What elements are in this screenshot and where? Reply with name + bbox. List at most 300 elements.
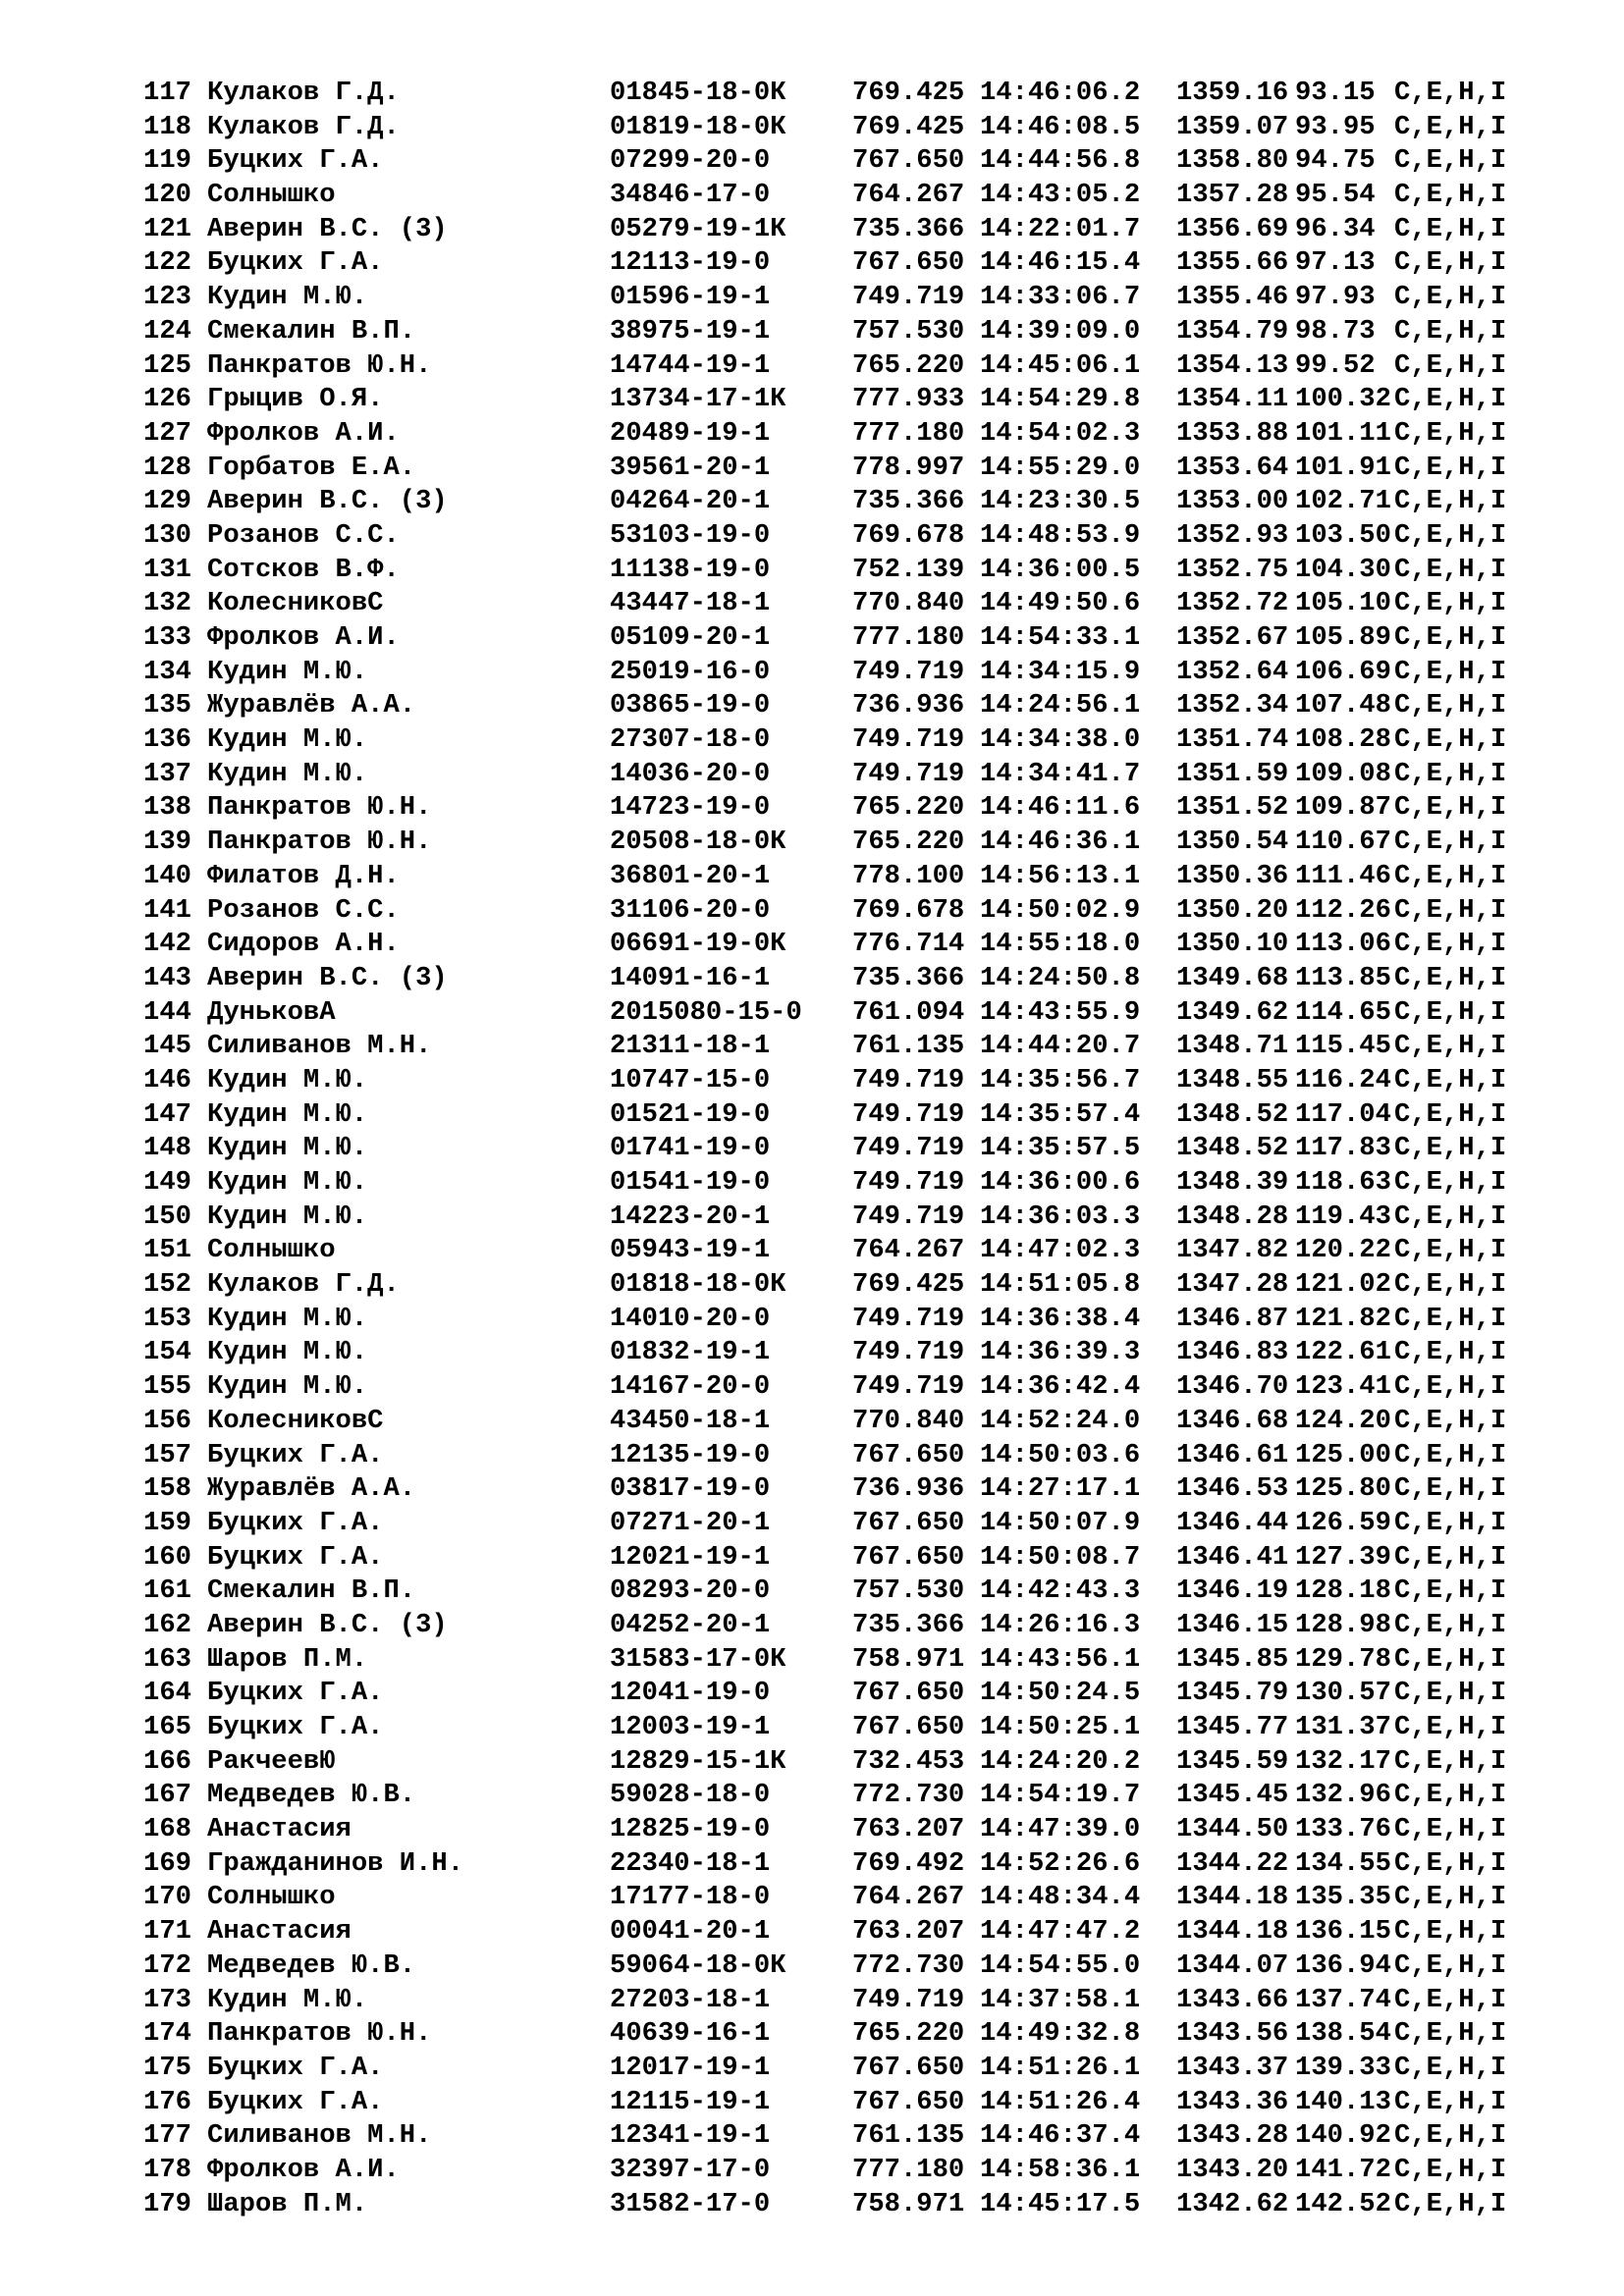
speed: 1346.83 [1176,1337,1289,1368]
coefficient: 105.10 [1295,588,1391,619]
place-number: 152 [143,1269,191,1301]
ring-number: 14723-19-0 [610,792,771,824]
coefficient: 105.89 [1295,622,1391,653]
arrival-time: 14:49:50.6 [980,588,1141,619]
ring-number: 22340-18-1 [610,1847,771,1879]
distance: 764.267 [852,180,965,211]
result-row [143,77,1532,111]
arrival-time: 14:50:08.7 [980,1541,1141,1573]
coefficient: 125.80 [1295,1473,1391,1505]
coefficient: 136.94 [1295,1949,1391,1981]
result-row [143,246,1532,281]
fancier-name: Шаров П.М. [207,1643,368,1675]
speed: 1352.72 [1176,588,1289,619]
fancier-name: Анастасия [207,1814,352,1845]
fancier-name: Фролков А.И. [207,2154,400,2185]
coefficient: 110.67 [1295,827,1391,858]
speed: 1346.68 [1176,1405,1289,1436]
fancier-name: Аверин В.С. (3) [207,486,448,517]
result-row [143,1507,1532,1541]
place-number: 122 [143,247,191,279]
distance: 778.997 [852,452,965,483]
coefficient: 136.15 [1295,1916,1391,1948]
result-row [143,1303,1532,1337]
arrival-time: 14:39:09.0 [980,315,1141,347]
category-flags: C,E,H,I [1394,2120,1507,2152]
result-row [143,2119,1532,2154]
speed: 1353.88 [1176,417,1289,449]
ring-number: 43447-18-1 [610,588,771,619]
ring-number: 01521-19-0 [610,1098,771,1130]
category-flags: C,E,H,I [1394,1984,1507,2015]
speed: 1344.50 [1176,1814,1289,1845]
distance: 769.425 [852,78,965,108]
coefficient: 109.08 [1295,758,1391,789]
ring-number: 14010-20-0 [610,1303,771,1334]
fancier-name: Панкратов Ю.Н. [207,827,432,858]
coefficient: 140.92 [1295,2120,1391,2152]
arrival-time: 14:51:26.4 [980,2086,1141,2117]
ring-number: 43450-18-1 [610,1405,771,1436]
category-flags: C,E,H,I [1394,1643,1507,1675]
distance: 749.719 [852,1201,965,1232]
place-number: 124 [143,315,191,347]
fancier-name: Буцких Г.А. [207,1439,384,1470]
ring-number: 32397-17-0 [610,2154,771,2185]
speed: 1359.07 [1176,111,1289,142]
speed: 1348.55 [1176,1064,1289,1095]
category-flags: C,E,H,I [1394,2188,1507,2219]
arrival-time: 14:50:07.9 [980,1507,1141,1538]
distance: 735.366 [852,213,965,244]
ring-number: 20489-19-1 [610,417,771,449]
category-flags: C,E,H,I [1394,1405,1507,1436]
place-number: 129 [143,486,191,517]
distance: 749.719 [852,758,965,789]
distance: 769.678 [852,894,965,926]
result-row [143,417,1532,452]
arrival-time: 14:23:30.5 [980,486,1141,517]
fancier-name: Кудин М.Ю. [207,1201,368,1232]
distance: 776.714 [852,929,965,960]
place-number: 156 [143,1405,191,1436]
speed: 1344.07 [1176,1949,1289,1981]
coefficient: 126.59 [1295,1507,1391,1538]
distance: 764.267 [852,1882,965,1913]
place-number: 161 [143,1575,191,1607]
fancier-name: Розанов С.С. [207,519,400,551]
ring-number: 31582-17-0 [610,2188,771,2219]
result-row [143,1064,1532,1098]
result-row [143,1984,1532,2018]
result-row [143,587,1532,621]
speed: 1346.53 [1176,1473,1289,1505]
place-number: 136 [143,724,191,756]
place-number: 133 [143,622,191,653]
fancier-name: Гражданинов И.Н. [207,1847,464,1879]
speed: 1355.46 [1176,282,1289,313]
place-number: 174 [143,2018,191,2050]
arrival-time: 14:45:17.5 [980,2188,1141,2219]
place-number: 139 [143,827,191,858]
category-flags: C,E,H,I [1394,1269,1507,1301]
speed: 1343.37 [1176,2052,1289,2083]
fancier-name: Грыцив О.Я. [207,384,384,415]
place-number: 140 [143,860,191,891]
category-flags: C,E,H,I [1394,349,1507,381]
ring-number: 01741-19-0 [610,1133,771,1164]
fancier-name: Панкратов Ю.Н. [207,2018,432,2050]
arrival-time: 14:24:56.1 [980,690,1141,721]
distance: 757.530 [852,1575,965,1607]
ring-number: 12017-19-1 [610,2052,771,2083]
result-row [143,1745,1532,1780]
place-number: 160 [143,1541,191,1573]
distance: 765.220 [852,349,965,381]
fancier-name: КолесниковС [207,1405,384,1436]
category-flags: C,E,H,I [1394,180,1507,211]
fancier-name: РакчеевЮ [207,1745,336,1777]
distance: 765.220 [852,827,965,858]
result-row [143,2017,1532,2052]
coefficient: 123.41 [1295,1371,1391,1403]
speed: 1351.59 [1176,758,1289,789]
speed: 1342.62 [1176,2188,1289,2219]
coefficient: 131.37 [1295,1712,1391,1742]
distance: 769.425 [852,111,965,142]
arrival-time: 14:55:29.0 [980,452,1141,483]
result-row [143,621,1532,656]
arrival-time: 14:46:36.1 [980,827,1141,858]
coefficient: 95.54 [1295,180,1376,211]
fancier-name: Кудин М.Ю. [207,1303,368,1334]
coefficient: 115.45 [1295,1031,1391,1062]
place-number: 165 [143,1712,191,1742]
result-row [143,111,1532,145]
result-row [143,2188,1532,2222]
distance: 770.840 [852,1405,965,1436]
speed: 1354.13 [1176,349,1289,381]
coefficient: 122.61 [1295,1337,1391,1368]
ring-number: 31583-17-0К [610,1643,786,1675]
coefficient: 103.50 [1295,519,1391,551]
arrival-time: 14:36:38.4 [980,1303,1141,1334]
ring-number: 01818-18-0К [610,1269,786,1301]
ring-number: 04252-20-1 [610,1609,771,1640]
coefficient: 128.98 [1295,1609,1391,1640]
coefficient: 99.52 [1295,349,1376,381]
fancier-name: Силиванов М.Н. [207,2120,432,2152]
place-number: 126 [143,384,191,415]
fancier-name: Солнышко [207,1235,336,1266]
arrival-time: 14:51:26.1 [980,2052,1141,2083]
arrival-time: 14:54:29.8 [980,384,1141,415]
fancier-name: Буцких Г.А. [207,145,384,177]
category-flags: C,E,H,I [1394,1847,1507,1879]
coefficient: 141.72 [1295,2154,1391,2185]
distance: 749.719 [852,1371,965,1403]
distance: 736.936 [852,1473,965,1505]
distance: 767.650 [852,1712,965,1742]
category-flags: C,E,H,I [1394,1609,1507,1640]
coefficient: 114.65 [1295,996,1391,1028]
ring-number: 12113-19-0 [610,247,771,279]
fancier-name: Буцких Г.А. [207,2052,384,2083]
fancier-name: Кудин М.Ю. [207,656,368,687]
ring-number: 14091-16-1 [610,962,771,993]
speed: 1350.20 [1176,894,1289,926]
speed: 1348.28 [1176,1201,1289,1232]
speed: 1346.19 [1176,1575,1289,1607]
place-number: 159 [143,1507,191,1538]
arrival-time: 14:44:20.7 [980,1031,1141,1062]
category-flags: C,E,H,I [1394,860,1507,891]
coefficient: 138.54 [1295,2018,1391,2050]
ring-number: 01819-18-0К [610,111,786,142]
speed: 1343.36 [1176,2086,1289,2117]
result-row [143,1711,1532,1745]
fancier-name: Силиванов М.Н. [207,1031,432,1062]
category-flags: C,E,H,I [1394,145,1507,177]
result-row [143,1813,1532,1847]
distance: 749.719 [852,1064,965,1095]
category-flags: C,E,H,I [1394,1814,1507,1845]
ring-number: 31106-20-0 [610,894,771,926]
coefficient: 111.46 [1295,860,1391,891]
coefficient: 106.69 [1295,656,1391,687]
category-flags: C,E,H,I [1394,1882,1507,1913]
distance: 749.719 [852,1133,965,1164]
category-flags: C,E,H,I [1394,962,1507,993]
ring-number: 13734-17-1К [610,384,786,415]
coefficient: 125.00 [1295,1439,1391,1470]
place-number: 143 [143,962,191,993]
category-flags: C,E,H,I [1394,894,1507,926]
place-number: 119 [143,145,191,177]
ring-number: 27307-18-0 [610,724,771,756]
arrival-time: 14:26:16.3 [980,1609,1141,1640]
arrival-time: 14:33:06.7 [980,282,1141,313]
speed: 1350.54 [1176,827,1289,858]
distance: 772.730 [852,1780,965,1811]
category-flags: C,E,H,I [1394,519,1507,551]
coefficient: 94.75 [1295,145,1376,177]
category-flags: C,E,H,I [1394,1745,1507,1777]
result-row [143,1336,1532,1370]
speed: 1357.28 [1176,180,1289,211]
ring-number: 25019-16-0 [610,656,771,687]
category-flags: C,E,H,I [1394,315,1507,347]
fancier-name: Кулаков Г.Д. [207,78,400,108]
ring-number: 12041-19-0 [610,1678,771,1709]
distance: 767.650 [852,1541,965,1573]
coefficient: 101.91 [1295,452,1391,483]
place-number: 171 [143,1916,191,1948]
arrival-time: 14:47:02.3 [980,1235,1141,1266]
result-row [143,962,1532,996]
fancier-name: Аверин В.С. (3) [207,1609,448,1640]
fancier-name: Кулаков Г.Д. [207,111,400,142]
distance: 735.366 [852,486,965,517]
distance: 749.719 [852,724,965,756]
ring-number: 17177-18-0 [610,1882,771,1913]
arrival-time: 14:46:06.2 [980,78,1141,108]
category-flags: C,E,H,I [1394,792,1507,824]
speed: 1351.74 [1176,724,1289,756]
result-row [143,1881,1532,1915]
result-row [143,723,1532,758]
ring-number: 27203-18-1 [610,1984,771,2015]
coefficient: 119.43 [1295,1201,1391,1232]
coefficient: 132.96 [1295,1780,1391,1811]
arrival-time: 14:46:15.4 [980,247,1141,279]
place-number: 147 [143,1098,191,1130]
arrival-time: 14:43:55.9 [980,996,1141,1028]
place-number: 146 [143,1064,191,1095]
fancier-name: Сотсков В.Ф. [207,554,400,585]
fancier-name: Сидоров А.Н. [207,929,400,960]
coefficient: 133.76 [1295,1814,1391,1845]
ring-number: 34846-17-0 [610,180,771,211]
result-row [143,1234,1532,1268]
fancier-name: Солнышко [207,180,336,211]
fancier-name: Горбатов Е.А. [207,452,416,483]
arrival-time: 14:37:58.1 [980,1984,1141,2015]
speed: 1343.66 [1176,1984,1289,2015]
place-number: 123 [143,282,191,313]
ring-number: 01596-19-1 [610,282,771,313]
arrival-time: 14:34:41.7 [980,758,1141,789]
place-number: 179 [143,2188,191,2219]
coefficient: 142.52 [1295,2188,1391,2219]
category-flags: C,E,H,I [1394,282,1507,313]
fancier-name: Кудин М.Ю. [207,1984,368,2015]
distance: 736.936 [852,690,965,721]
distance: 770.840 [852,588,965,619]
place-number: 120 [143,180,191,211]
category-flags: C,E,H,I [1394,1780,1507,1811]
fancier-name: Медведев Ю.В. [207,1780,416,1811]
place-number: 141 [143,894,191,926]
coefficient: 124.20 [1295,1405,1391,1436]
arrival-time: 14:27:17.1 [980,1473,1141,1505]
coefficient: 128.18 [1295,1575,1391,1607]
category-flags: C,E,H,I [1394,1337,1507,1368]
place-number: 149 [143,1167,191,1198]
category-flags: C,E,H,I [1394,1541,1507,1573]
speed: 1352.93 [1176,519,1289,551]
ring-number: 14744-19-1 [610,349,771,381]
result-row [143,1541,1532,1575]
category-flags: C,E,H,I [1394,1439,1507,1470]
fancier-name: Буцких Г.А. [207,247,384,279]
distance: 767.650 [852,1439,965,1470]
fancier-name: Аверин В.С. (3) [207,962,448,993]
distance: 749.719 [852,282,965,313]
distance: 761.135 [852,2120,965,2152]
ring-number: 53103-19-0 [610,519,771,551]
ring-number: 05279-19-1К [610,213,786,244]
distance: 735.366 [852,962,965,993]
distance: 761.094 [852,996,965,1028]
distance: 777.933 [852,384,965,415]
arrival-time: 14:50:25.1 [980,1712,1141,1742]
distance: 769.425 [852,1269,965,1301]
category-flags: C,E,H,I [1394,758,1507,789]
speed: 1344.22 [1176,1847,1289,1879]
category-flags: C,E,H,I [1394,2052,1507,2083]
ring-number: 40639-16-1 [610,2018,771,2050]
place-number: 172 [143,1949,191,1981]
arrival-time: 14:24:20.2 [980,1745,1141,1777]
ring-number: 59064-18-0К [610,1949,786,1981]
result-row [143,996,1532,1031]
distance: 752.139 [852,554,965,585]
ring-number: 14036-20-0 [610,758,771,789]
speed: 1359.16 [1176,78,1289,108]
arrival-time: 14:48:53.9 [980,519,1141,551]
coefficient: 108.28 [1295,724,1391,756]
arrival-time: 14:46:37.4 [980,2120,1141,2152]
arrival-time: 14:22:01.7 [980,213,1141,244]
speed: 1354.79 [1176,315,1289,347]
category-flags: C,E,H,I [1394,1303,1507,1334]
coefficient: 93.95 [1295,111,1376,142]
ring-number: 36801-20-1 [610,860,771,891]
fancier-name: Буцких Г.А. [207,1678,384,1709]
distance: 764.267 [852,1235,965,1266]
speed: 1345.45 [1176,1780,1289,1811]
category-flags: C,E,H,I [1394,554,1507,585]
ring-number: 12021-19-1 [610,1541,771,1573]
category-flags: C,E,H,I [1394,2018,1507,2050]
category-flags: C,E,H,I [1394,2086,1507,2117]
ring-number: 21311-18-1 [610,1031,771,1062]
result-row [143,1575,1532,1609]
coefficient: 102.71 [1295,486,1391,517]
arrival-time: 14:50:24.5 [980,1678,1141,1709]
coefficient: 98.73 [1295,315,1376,347]
arrival-time: 14:35:57.4 [980,1098,1141,1130]
speed: 1344.18 [1176,1882,1289,1913]
arrival-time: 14:54:19.7 [980,1780,1141,1811]
coefficient: 97.93 [1295,282,1376,313]
result-row [143,1643,1532,1678]
place-number: 167 [143,1780,191,1811]
category-flags: C,E,H,I [1394,78,1507,108]
speed: 1348.71 [1176,1031,1289,1062]
result-row [143,315,1532,349]
result-row [143,144,1532,179]
coefficient: 109.87 [1295,792,1391,824]
arrival-time: 14:50:02.9 [980,894,1141,926]
coefficient: 96.34 [1295,213,1376,244]
distance: 772.730 [852,1949,965,1981]
ring-number: 04264-20-1 [610,486,771,517]
speed: 1346.41 [1176,1541,1289,1573]
coefficient: 134.55 [1295,1847,1391,1879]
coefficient: 113.06 [1295,929,1391,960]
category-flags: C,E,H,I [1394,827,1507,858]
ring-number: 20508-18-0К [610,827,786,858]
speed: 1348.52 [1176,1098,1289,1130]
arrival-time: 14:34:38.0 [980,724,1141,756]
result-row [143,1370,1532,1405]
arrival-time: 14:36:03.3 [980,1201,1141,1232]
fancier-name: Солнышко [207,1882,336,1913]
fancier-name: КолесниковС [207,588,384,619]
distance: 761.135 [852,1031,965,1062]
